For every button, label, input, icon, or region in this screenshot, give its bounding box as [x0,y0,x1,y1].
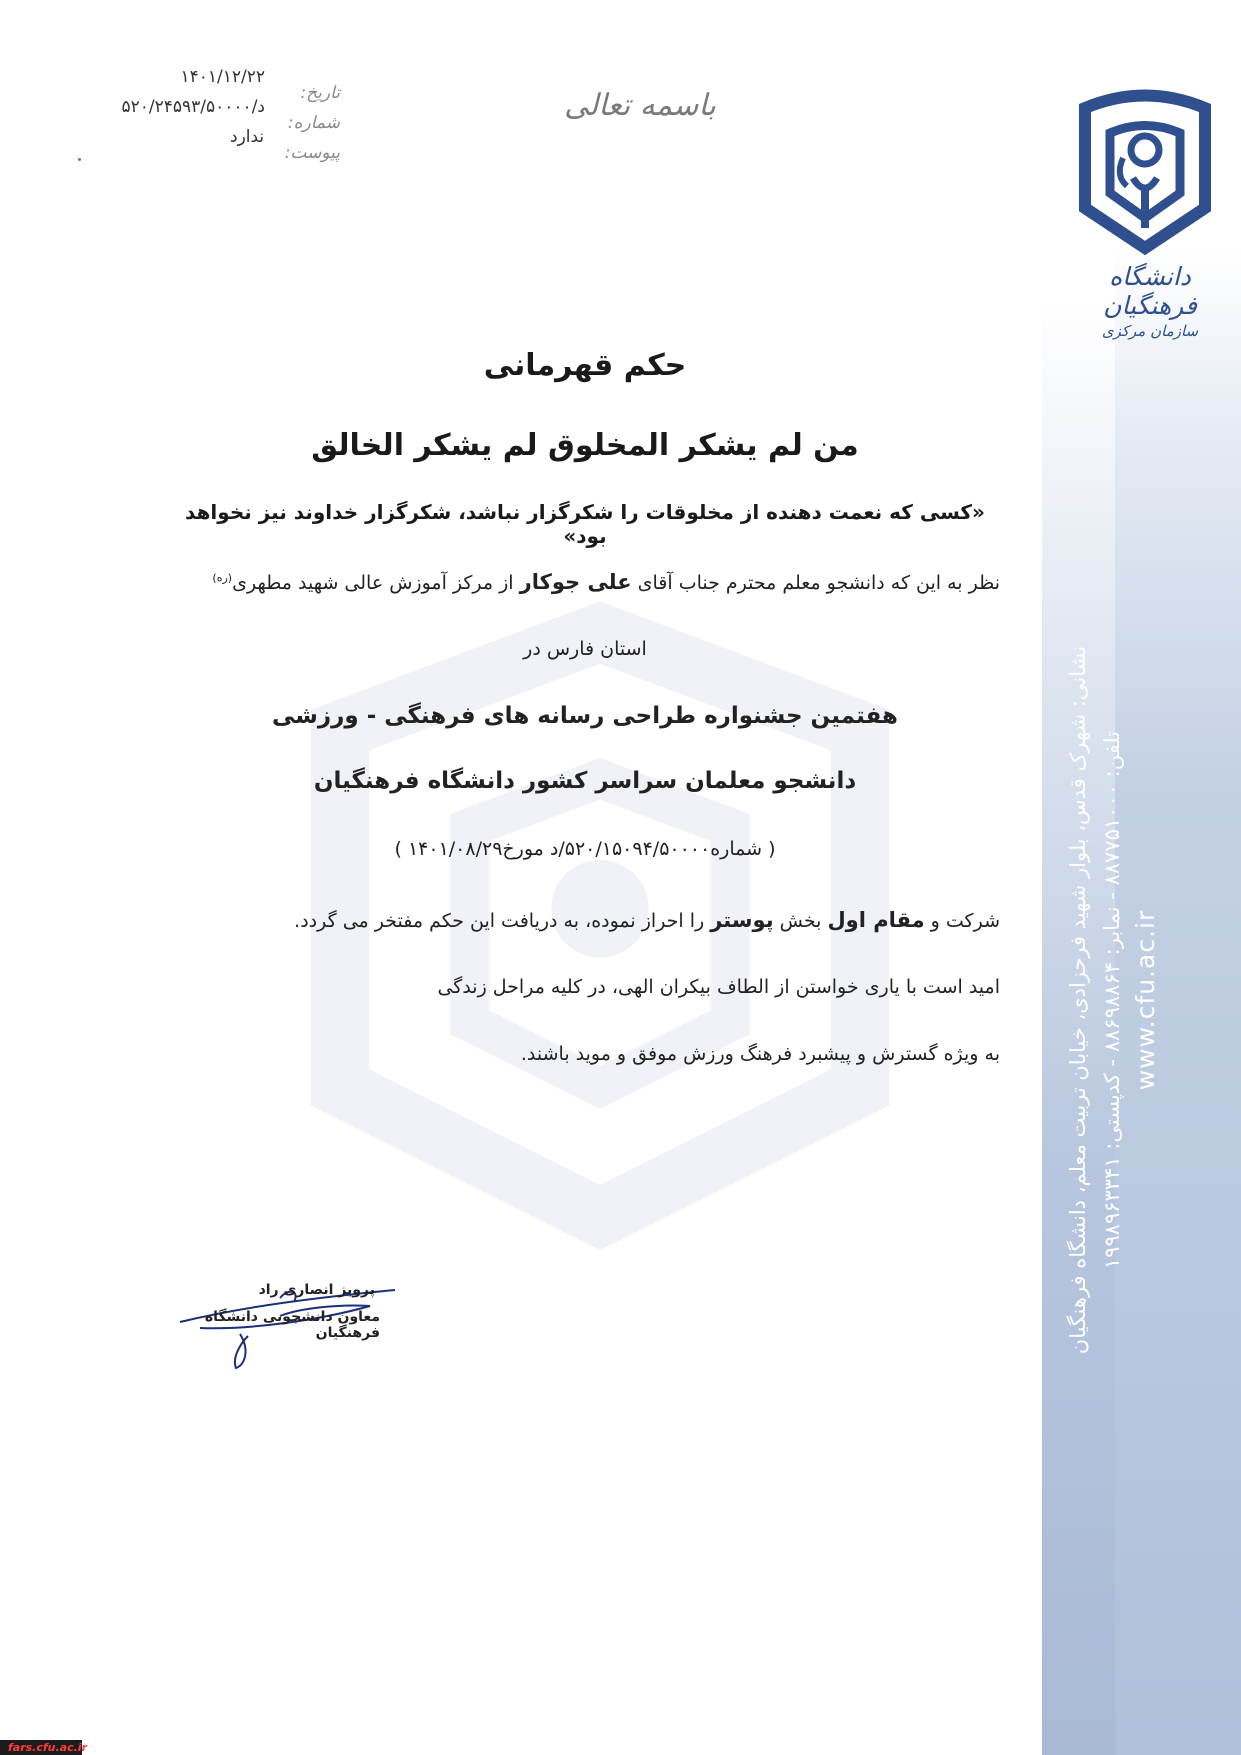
signatory-name: پرویز انصاری راد [258,1282,375,1298]
festival-subtitle: دانشجو معلمان سراسر کشور دانشگاه فرهنگیان [313,768,857,794]
side-website: www.cfu.ac.ir [1131,909,1160,1091]
side-phone: تلفن: ۸۸۷۷۵۱۰۰۰ - نمابر: ۸۸۶۹۸۸۶۴ - کدپستی: ۱۹۹۸۹۶۳۳۴۱ [1100,730,1124,1270]
logo-subname: سازمان مرکزی [1101,322,1199,340]
meta-labels [260,78,340,168]
award-rank: مقام اول [827,908,925,932]
award-section: پوستر [710,908,774,932]
number-value: ۵۲۰/۲۴۵۹۳/۵۰۰۰۰/د [121,97,265,117]
festival-title: هفتمین جشنواره طراحی رسانه های فرهنگی - ورزشی [272,703,898,729]
arabic-saying: من لم یشکر المخلوق لم یشکر الخالق [311,428,859,463]
date-label: تاریخ: [300,83,340,103]
recipient-name: علی جوکار [519,570,632,594]
award-section-label: بخش [773,910,828,932]
recipient-center: از مرکز آموزش عالی شهید مطهری [232,572,520,594]
university-logo-icon [1075,88,1215,268]
recipient-paragraph [170,570,1000,594]
side-address: نشانی: شهرک قدس، بلوار شهید فرحزادی، خیابان تربیت معلم، دانشگاه فرهنگیان [1066,645,1090,1355]
reference-number: ( شماره۵۲۰/۱۵۰۹۴/۵۰۰۰۰/د مورخ۱۴۰۱/۰۸/۲۹ ) [394,838,776,860]
logo-name: دانشگاه فرهنگیان [1103,262,1197,320]
signatory-title: معاون دانشجویی دانشگاه فرهنگیان [204,1309,380,1341]
certificate-title: حکم قهرمانی [483,348,687,383]
attachment-label: پیوست: [284,143,340,163]
logo-caption [1070,262,1230,340]
wish-paragraph: امید است با یاری خواستن از الطاف بیکران الهی، در کلیه مراحل زندگی [437,976,1000,998]
wish-paragraph-2: به ویژه گسترش و پیشبرد فرهنگ ورزش موفق و موید باشند. [520,1043,1000,1065]
recipient-intro: نظر به این که دانشجو معلم محترم جناب آقای [631,572,1000,594]
award-outro: را احراز نموده، به دریافت این حکم مفتخر می گردد. [294,910,711,932]
date-value: ۱۴۰۱/۱۲/۲۲ [180,67,265,87]
number-label: شماره: [287,113,340,133]
award-intro: شرکت و [924,910,1000,932]
attachment-value: ندارد [230,127,265,147]
saying-translation: «کسی که نعمت دهنده از مخلوقات را شکرگزار نباشد، شکرگزار خداوند نیز نخواهد بود» [185,500,985,548]
province-line: استان فارس در [523,638,647,660]
side-band-contact [1061,620,1171,1380]
speck [78,158,81,161]
meta-values [40,62,265,152]
award-paragraph [170,908,1000,932]
footer-stamp: fars.cfu.ac.ir [0,1740,82,1755]
basmala: باسمه تعالی [564,88,716,123]
honorific: (ره) [212,571,233,585]
